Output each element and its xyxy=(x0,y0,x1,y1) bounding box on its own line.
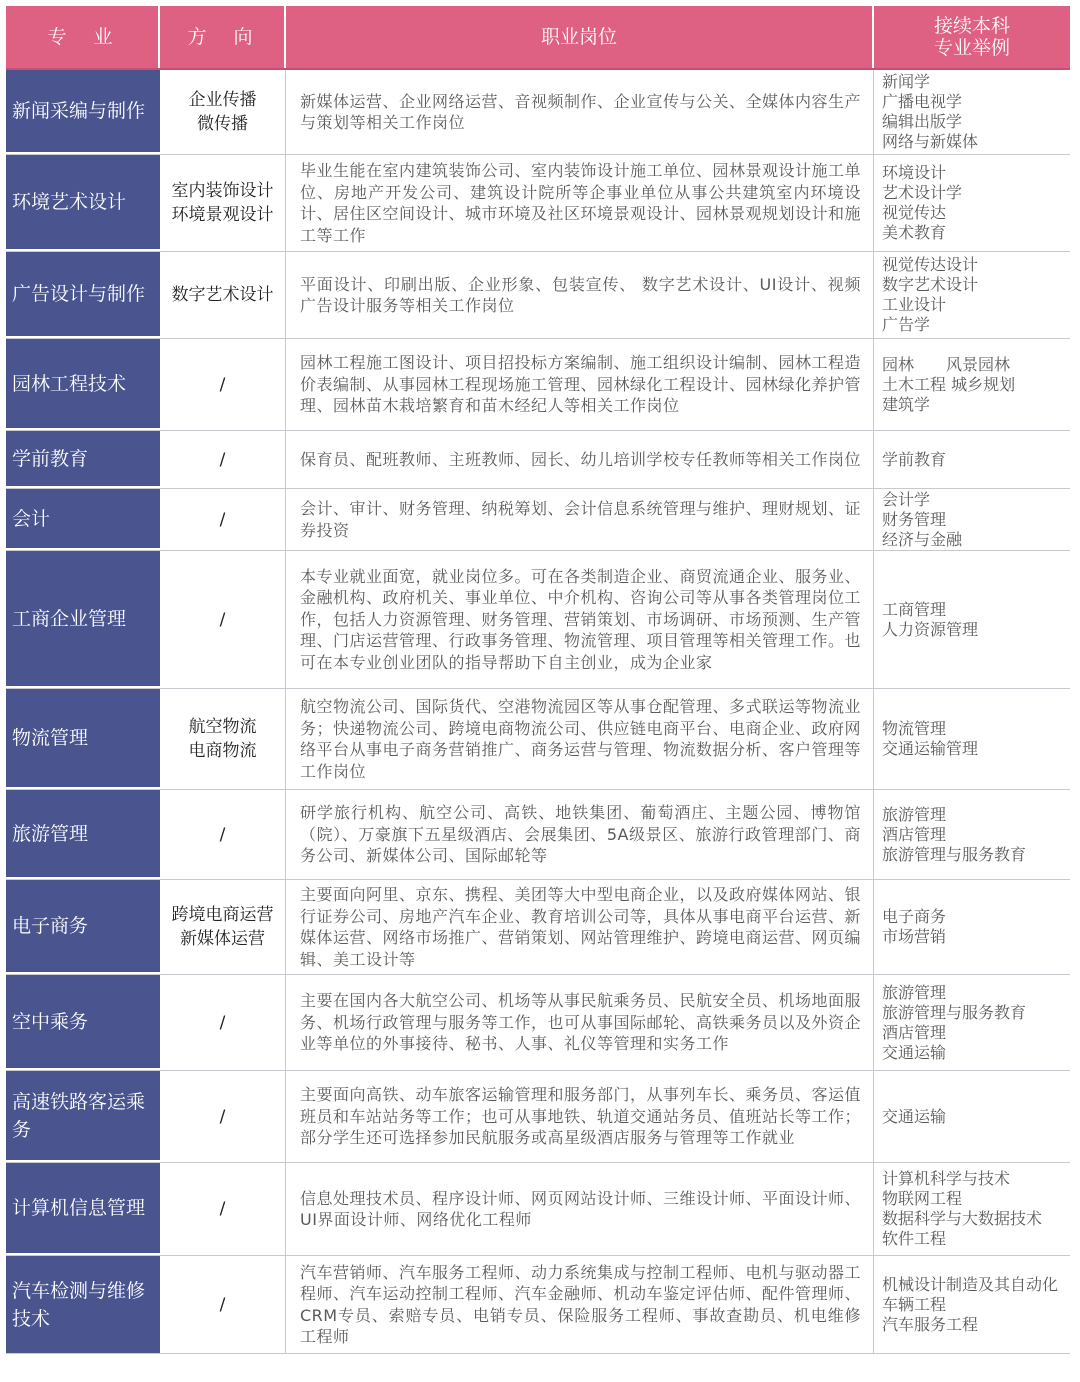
direction-cell: 航空物流 电商物流 xyxy=(160,689,286,789)
bachelor-item: 机械设计制造及其自动化 xyxy=(882,1274,1059,1294)
jobs-cell: 园林工程施工图设计、项目招投标方案编制、施工组织设计编制、园林工程造价表编制、从事园林工程现场施工管理、园林绿化工程设计、园林绿化养护管理、园林苗木栽培繁育和苗木经纪人等相关工作岗位 xyxy=(286,339,874,430)
bachelor-item: 视觉传达设计 xyxy=(882,255,979,274)
direction-cell: 企业传播 微传播 xyxy=(160,70,286,154)
direction-cell: / xyxy=(160,1163,286,1255)
table-row xyxy=(6,70,1070,155)
major-cell: 计算机信息管理 xyxy=(6,1163,160,1255)
career-table xyxy=(6,6,1070,1354)
table-row xyxy=(6,489,1070,551)
table-row xyxy=(6,1256,1070,1354)
jobs-cell: 主要面向高铁、动车旅客运输管理和服务部门，从事列车长、乘务员、客运值班员和车站站务等工作；也可从事地铁、轨道交通站务员、值班站长等工作；部分学生还可选择参加民航服务或高星级酒店服务与管理等工作就业 xyxy=(286,1071,874,1162)
table-row xyxy=(6,252,1070,339)
bachelor-item: 土木工程 城乡规划 xyxy=(882,374,1016,394)
bachelor-item: 市场营销 xyxy=(882,927,947,946)
bachelor-item: 旅游管理与服务教育 xyxy=(882,844,1027,864)
table-row xyxy=(6,975,1070,1071)
major-cell: 会计 xyxy=(6,489,160,550)
jobs-cell: 航空物流公司、国际货代、空港物流园区等从事仓配管理、多式联运等物流业务；快递物流公司、跨境电商物流公司、供应链电商平台、电商企业、政府网络平台从事电子商务营销推广、商务运营与管理、物流数据分析、客户管理等工作岗位 xyxy=(286,689,874,789)
bachelor-cell xyxy=(874,431,1070,488)
bachelor-item: 旅游管理与服务教育 xyxy=(882,1002,1027,1022)
bachelor-item: 网络与新媒体 xyxy=(882,132,979,151)
bachelor-item: 计算机科学与技术 xyxy=(882,1169,1011,1188)
bachelor-item: 交通运输管理 xyxy=(882,739,979,758)
bachelor-item: 人力资源管理 xyxy=(882,619,979,639)
bachelor-item: 视觉传达 xyxy=(882,203,947,222)
bachelor-item: 车辆工程 xyxy=(882,1294,947,1314)
bachelor-cell xyxy=(874,689,1070,789)
major-cell: 广告设计与制作 xyxy=(6,252,160,338)
table-header xyxy=(6,6,1070,70)
bachelor-cell xyxy=(874,790,1070,879)
header-direction: 方 向 xyxy=(160,6,286,68)
direction-cell: / xyxy=(160,790,286,879)
bachelor-item: 财务管理 xyxy=(882,509,947,529)
table-row xyxy=(6,431,1070,489)
bachelor-item: 环境设计 xyxy=(882,163,947,182)
bachelor-cell xyxy=(874,252,1070,338)
bachelor-item: 旅游管理 xyxy=(882,804,947,824)
jobs-cell: 新媒体运营、企业网络运营、音视频制作、企业宣传与公关、全媒体内容生产与策划等相关工作岗位 xyxy=(286,70,874,154)
bachelor-item: 交通运输 xyxy=(882,1106,947,1126)
jobs-cell: 主要在国内各大航空公司、机场等从事民航乘务员、民航安全员、机场地面服务、机场行政管理与服务等工作，也可从事国际邮轮、高铁乘务员以及外资企业等单位的外事接待、秘书、人事、礼仪等管理和实务工作 xyxy=(286,975,874,1070)
bachelor-cell xyxy=(874,1256,1070,1353)
bachelor-item: 物联网工程 xyxy=(882,1189,963,1208)
direction-cell: / xyxy=(160,1071,286,1162)
direction-cell: / xyxy=(160,551,286,688)
bachelor-item: 新闻学 xyxy=(882,72,931,91)
bachelor-cell xyxy=(874,1071,1070,1162)
bachelor-item: 编辑出版学 xyxy=(882,112,963,131)
major-cell: 空中乘务 xyxy=(6,975,160,1070)
bachelor-item: 电子商务 xyxy=(882,907,947,926)
table-body xyxy=(6,70,1070,1354)
bachelor-cell xyxy=(874,489,1070,550)
table-row xyxy=(6,880,1070,975)
table-row xyxy=(6,1071,1070,1163)
table-row xyxy=(6,790,1070,880)
jobs-cell: 毕业生能在室内建筑装饰公司、室内装饰设计施工单位、园林景观设计施工单位、房地产开发公司、建筑设计院所等企事业单位从事公共建筑室内环境设计、居住区空间设计、城市环境及社区环境景观设计、园林景观规划设计和施工等工作 xyxy=(286,155,874,251)
bachelor-item: 广告学 xyxy=(882,315,931,334)
jobs-cell: 保育员、配班教师、主班教师、园长、幼儿培训学校专任教师等相关工作岗位 xyxy=(286,431,874,488)
direction-cell: 室内装饰设计 环境景观设计 xyxy=(160,155,286,251)
major-cell: 新闻采编与制作 xyxy=(6,70,160,154)
bachelor-item: 广播电视学 xyxy=(882,92,963,111)
bachelor-item: 艺术设计学 xyxy=(882,183,963,202)
major-cell: 学前教育 xyxy=(6,431,160,488)
header-bachelor-line1: 接续本科 xyxy=(933,15,1010,37)
jobs-cell: 本专业就业面宽，就业岗位多。可在各类制造企业、商贸流通企业、服务业、金融机构、政府机关、事业单位、中介机构、咨询公司等从事各类管理岗位工作，包括人力资源管理、财务管理、营销策划、市场调研、市场预测、生产管理、门店运营管理、行政事务管理、物流管理、项目管理等相关管理工作。也可在本专业创业团队的指导帮助下自主创业，成为企业家 xyxy=(286,551,874,688)
jobs-cell: 平面设计、印刷出版、企业形象、包装宣传、 数字艺术设计、UI设计、视频广告设计服务等相关工作岗位 xyxy=(286,252,874,338)
header-major: 专 业 xyxy=(6,6,160,68)
bachelor-item: 酒店管理 xyxy=(882,1022,947,1042)
major-cell: 汽车检测与维修技术 xyxy=(6,1256,160,1353)
major-cell: 工商企业管理 xyxy=(6,551,160,688)
bachelor-item: 会计学 xyxy=(882,489,931,509)
bachelor-item: 数字艺术设计 xyxy=(882,275,979,294)
bachelor-cell xyxy=(874,70,1070,154)
bachelor-item: 美术教育 xyxy=(882,223,947,242)
bachelor-item: 汽车服务工程 xyxy=(882,1314,979,1334)
bachelor-item: 酒店管理 xyxy=(882,824,947,844)
major-cell: 电子商务 xyxy=(6,880,160,974)
header-bachelor xyxy=(874,6,1070,68)
jobs-cell: 汽车营销师、汽车服务工程师、动力系统集成与控制工程师、电机与驱动器工程师、汽车运动控制工程师、汽车金融师、机动车鉴定评估师、配件管理师、CRM专员、索赔专员、电销专员、保险服务工程师、事故查勘员、机电维修工程师 xyxy=(286,1256,874,1353)
bachelor-cell xyxy=(874,880,1070,974)
bachelor-cell xyxy=(874,1163,1070,1255)
bachelor-item: 工商管理 xyxy=(882,599,947,619)
direction-cell: / xyxy=(160,1256,286,1353)
bachelor-item: 园林 风景园林 xyxy=(882,354,1011,374)
bachelor-cell xyxy=(874,551,1070,688)
table-row xyxy=(6,689,1070,790)
table-row xyxy=(6,339,1070,431)
bachelor-item: 交通运输 xyxy=(882,1042,947,1062)
bachelor-item: 建筑学 xyxy=(882,394,931,414)
bachelor-item: 数据科学与大数据技术 xyxy=(882,1209,1043,1228)
bachelor-cell xyxy=(874,339,1070,430)
table-row xyxy=(6,1163,1070,1256)
major-cell: 高速铁路客运乘务 xyxy=(6,1071,160,1162)
table-row xyxy=(6,155,1070,252)
major-cell: 旅游管理 xyxy=(6,790,160,879)
direction-cell: / xyxy=(160,431,286,488)
bachelor-cell xyxy=(874,975,1070,1070)
major-cell: 环境艺术设计 xyxy=(6,155,160,251)
jobs-cell: 主要面向阿里、京东、携程、美团等大中型电商企业，以及政府媒体网站、银行证券公司、房地产汽车企业、教育培训公司等，具体从事电商平台运营、新媒体运营、网络市场推广、营销策划、网站管理维护、跨境电商运营、网页编辑、美工设计等 xyxy=(286,880,874,974)
jobs-cell: 研学旅行机构、航空公司、高铁、地铁集团、葡萄酒庄、主题公园、博物馆（院）、万豪旗下五星级酒店、会展集团、5A级景区、旅游行政管理部门、商务公司、新媒体公司、国际邮轮等 xyxy=(286,790,874,879)
header-bachelor-line2: 专业举例 xyxy=(933,37,1010,59)
bachelor-item: 学前教育 xyxy=(882,449,947,469)
bachelor-item: 工业设计 xyxy=(882,295,947,314)
bachelor-item: 经济与金融 xyxy=(882,529,963,549)
table-row xyxy=(6,551,1070,689)
direction-cell: / xyxy=(160,339,286,430)
jobs-cell: 信息处理技术员、程序设计师、网页网站设计师、三维设计师、平面设计师、UI界面设计师、网络优化工程师 xyxy=(286,1163,874,1255)
direction-cell: 跨境电商运营 新媒体运营 xyxy=(160,880,286,974)
major-cell: 物流管理 xyxy=(6,689,160,789)
bachelor-item: 物流管理 xyxy=(882,719,947,738)
direction-cell: 数字艺术设计 xyxy=(160,252,286,338)
direction-cell: / xyxy=(160,489,286,550)
bachelor-item: 软件工程 xyxy=(882,1229,947,1248)
bachelor-cell xyxy=(874,155,1070,251)
direction-cell: / xyxy=(160,975,286,1070)
bachelor-item: 旅游管理 xyxy=(882,982,947,1002)
header-jobs: 职业岗位 xyxy=(286,6,874,68)
major-cell: 园林工程技术 xyxy=(6,339,160,430)
jobs-cell: 会计、审计、财务管理、纳税筹划、会计信息系统管理与维护、理财规划、证券投资 xyxy=(286,489,874,550)
